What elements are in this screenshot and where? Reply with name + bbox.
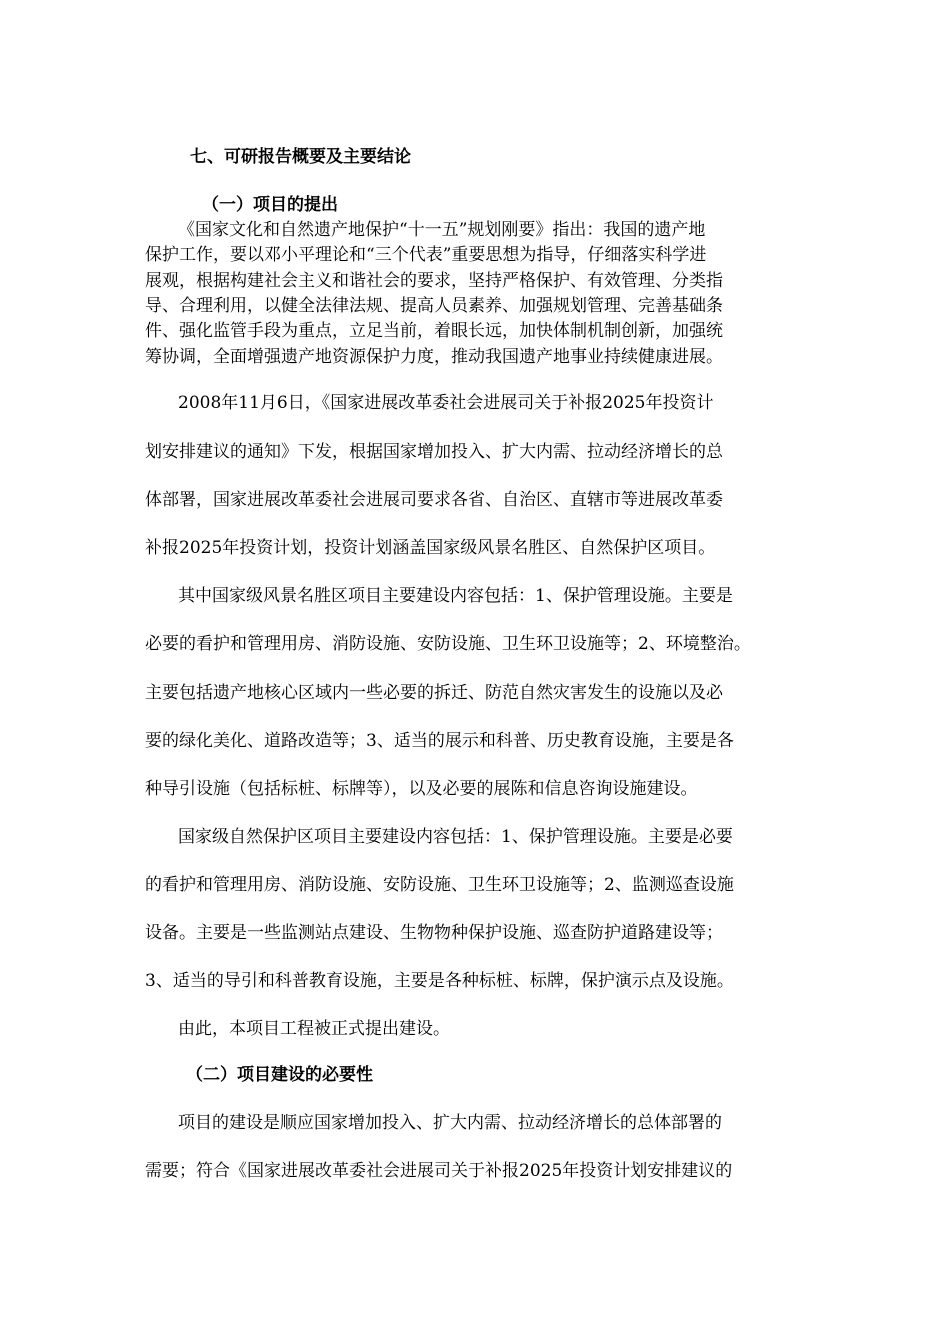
- paragraph-line: 需要；符合《国家进展改革委社会进展司关于补报2025年投资计划安排建议的: [145, 1161, 733, 1181]
- paragraph-line: 划安排建议的通知》下发，根据国家增加投入、扩大内需、拉动经济增长的总: [145, 442, 723, 462]
- subsection-heading-necessity: （二）项目建设的必要性: [186, 1065, 373, 1085]
- paragraph-line: 体部署，国家进展改革委社会进展司要求各省、自治区、直辖市等进展改革委: [145, 490, 723, 510]
- paragraph-line: 3、适当的导引和科普教育设施，主要是各种标桩、标牌，保护演示点及设施。: [145, 971, 734, 991]
- paragraph-line: 要的绿化美化、道路改造等；3、适当的展示和科普、历史教育设施，主要是各: [145, 731, 734, 751]
- subsection-heading-proposal: （一）项目的提出: [202, 195, 338, 215]
- paragraph-line: 展观，根据构建社会主义和谐社会的要求，坚持严格保护、有效管理、分类指: [145, 271, 723, 291]
- paragraph-line: 保护工作，要以邓小平理论和“三个代表”重要思想为指导，仔细落实科学进: [145, 245, 707, 265]
- paragraph-line: 筹协调，全面增强遗产地资源保护力度，推动我国遗产地事业持续健康进展。: [145, 347, 723, 367]
- paragraph-line: 导、合理利用，以健全法律法规、提高人员素养、加强规划管理、完善基础条: [145, 296, 723, 316]
- paragraph-line: 必要的看护和管理用房、消防设施、安防设施、卫生环卫设施等；2、环境整治。: [145, 634, 751, 654]
- paragraph-line: 国家级自然保护区项目主要建设内容包括：1、保护管理设施。主要是必要: [178, 827, 733, 847]
- paragraph-line: 主要包括遗产地核心区域内一些必要的拆迁、防范自然灾害发生的设施以及必: [145, 683, 723, 703]
- paragraph-line: 种导引设施（包括标桩、标牌等），以及必要的展陈和信息咨询设施建设。: [145, 779, 698, 799]
- paragraph-line: 设备。主要是一些监测站点建设、生物物种保护设施、巡查防护道路建设等；: [145, 923, 723, 943]
- paragraph-line: 件、强化监管手段为重点，立足当前，着眼长远，加快体制机制创新，加强统: [145, 321, 723, 341]
- paragraph-line: 2008年11月6日，《国家进展改革委社会进展司关于补报2025年投资计: [178, 393, 714, 413]
- paragraph-line: 由此，本项目工程被正式提出建设。: [178, 1019, 450, 1039]
- section-heading: 七、可研报告概要及主要结论: [190, 147, 411, 167]
- paragraph-line: 项目的建设是顺应国家增加投入、扩大内需、拉动经济增长的总体部署的: [178, 1113, 722, 1133]
- paragraph-line: 《国家文化和自然遗产地保护“十一五”规划刚要》指出：我国的遗产地: [178, 220, 706, 240]
- paragraph-line: 的看护和管理用房、消防设施、安防设施、卫生环卫设施等；2、监测巡查设施: [145, 875, 734, 895]
- paragraph-line: 补报2025年投资计划，投资计划涵盖国家级风景名胜区、自然保护区项目。: [145, 538, 716, 558]
- paragraph-line: 其中国家级风景名胜区项目主要建设内容包括：1、保护管理设施。主要是: [178, 586, 733, 606]
